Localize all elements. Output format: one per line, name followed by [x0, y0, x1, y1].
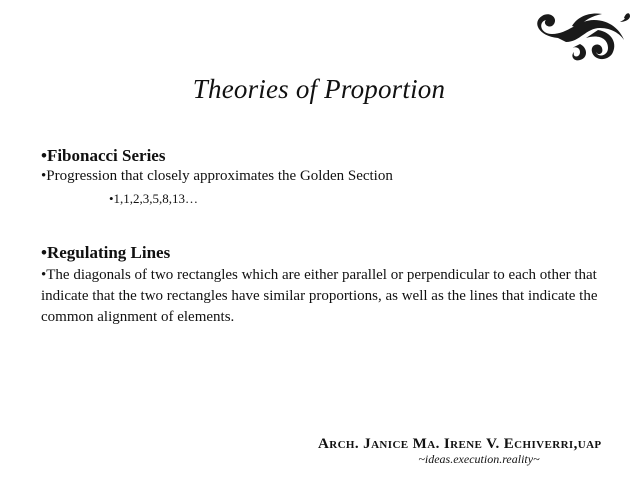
bullet-regulating-lines: •The diagonals of two rectangles which are either parallel or perpendicular to each other that indicate that the two rectangles have similar proportions, as well as the lines that indicate the common alignment of elements. — [41, 267, 598, 325]
section-heading-fibonacci: •Fibonacci Series — [41, 146, 166, 165]
sub-bullet-sequence: •1,1,2,3,5,8,13… — [109, 191, 199, 206]
author-tagline: ~ideas.execution.reality~ — [418, 452, 540, 466]
bullet-progression: •Progression that closely approximates the Golden Section — [41, 168, 393, 184]
section-heading-regulating-lines: •Regulating Lines — [41, 243, 171, 262]
author-credit: Arch. Janice Ma. Irene V. Echiverri,uap — [318, 436, 602, 452]
flourish-ornament-icon — [528, 8, 632, 64]
slide-title: Theories of Proportion — [192, 74, 446, 104]
